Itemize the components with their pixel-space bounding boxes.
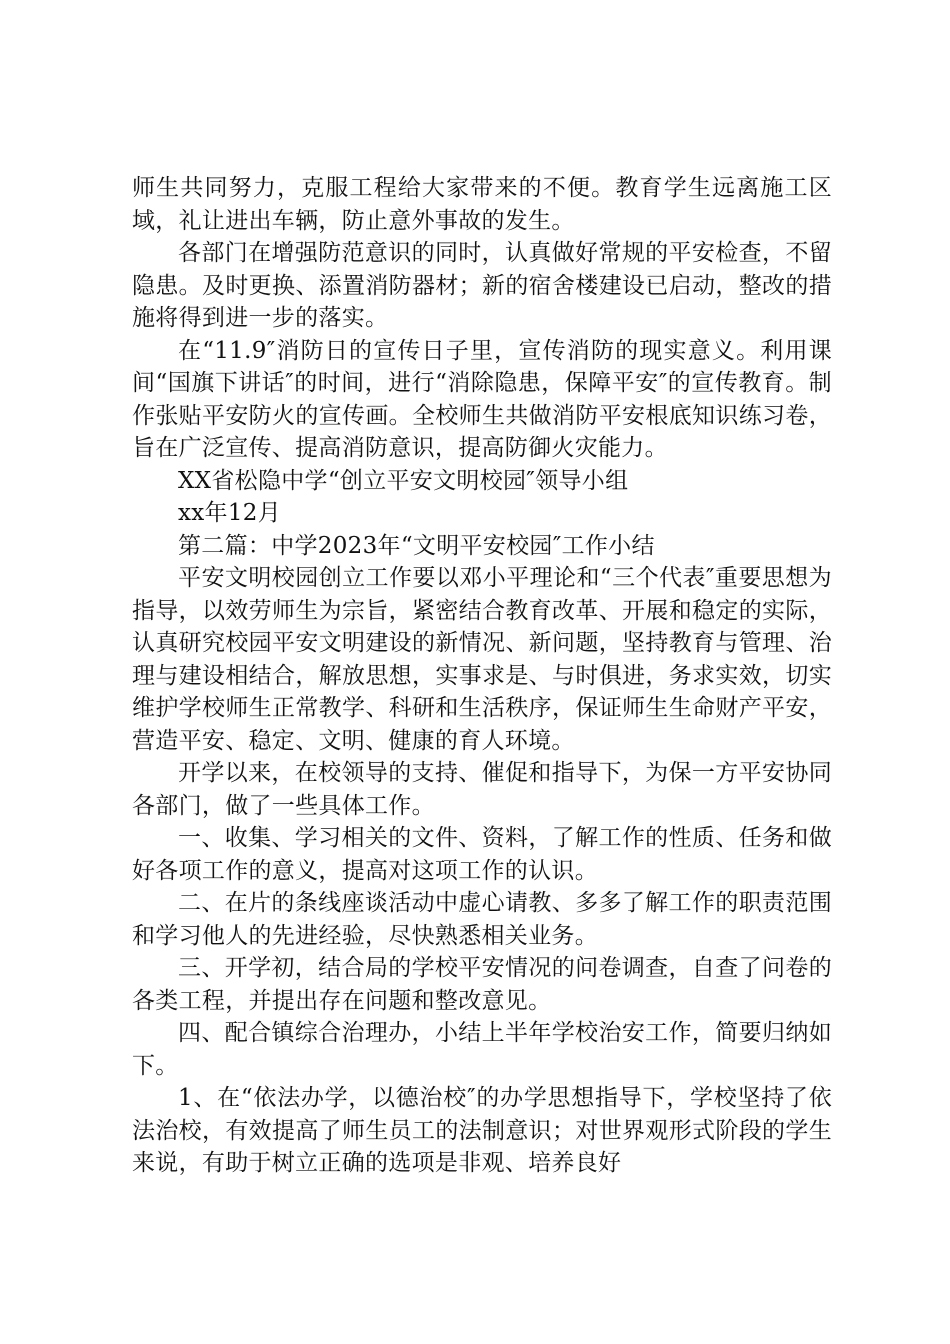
paragraph-guiding-principle: 平安文明校园创立工作要以邓小平理论和“三个代表″重要思想为指导，以效劳师生为宗旨，紧密结合教育改革、开展和稳定的实际，认真研究校园平安文明建设的新情况、新问题，坚持教育与管理、治理与建设相结合，解放思想，实事求是、与时俱进，务求实效，切实维护学校师生正常教学、科研和生活秩序，保证师生生命财产平安，营造平安、稳定、文明、健康的育人环境。 — [132, 565, 832, 754]
paragraph-continuation: 师生共同努力，克服工程给大家带来的不便。教育学生远离施工区域，礼让进出车辆，防止意外事故的发生。 — [132, 175, 832, 234]
list-item-1: 一、收集、学习相关的文件、资料，了解工作的性质、任务和做好各项工作的意义，提高对这项工作的认识。 — [132, 825, 832, 884]
sub-item-1: 1、在“依法办学，以德治校″的办学思想指导下，学校坚持了依法治校，有效提高了师生员工的法制意识；对世界观形式阶段的学生来说，有助于树立正确的选项是非观、培养良好 — [132, 1085, 832, 1176]
signature-group: XX省松隐中学“创立平安文明校园″领导小组 — [178, 467, 629, 494]
paragraph-safety-check: 各部门在增强防范意识的同时，认真做好常规的平安检查，不留隐患。及时更换、添置消防器材；新的宿舍楼建设已启动，整改的措施将得到进一步的落实。 — [132, 240, 832, 331]
document-body — [132, 172, 832, 1180]
paragraph-fire-day: 在“11.9″消防日的宣传日子里，宣传消防的现实意义。利用课间“国旗下讲话″的时间，进行“消除隐患，保障平安″的宣传教育。制作张贴平安防火的宣传画。全校师生共做消防平安根底知识练习卷，旨在广泛宣传、提高消防意识，提高防御火灾能力。 — [132, 337, 832, 461]
section-heading: 第二篇：中学2023年“文明平安校园″工作小结 — [178, 532, 655, 559]
list-item-4: 四、配合镇综合治理办，小结上半年学校治安工作，简要归纳如下。 — [132, 1020, 832, 1079]
list-item-2: 二、在片的条线座谈活动中虚心请教、多多了解工作的职责范围和学习他人的先进经验，尽快熟悉相关业务。 — [132, 890, 832, 949]
signature-date: xx年12月 — [178, 500, 282, 526]
paragraph-since-opening: 开学以来，在校领导的支持、催促和指导下，为保一方平安协同各部门，做了一些具体工作。 — [132, 760, 832, 819]
list-item-3: 三、开学初，结合局的学校平安情况的问卷调查，自查了问卷的各类工程，并提出存在问题和整改意见。 — [132, 955, 832, 1014]
